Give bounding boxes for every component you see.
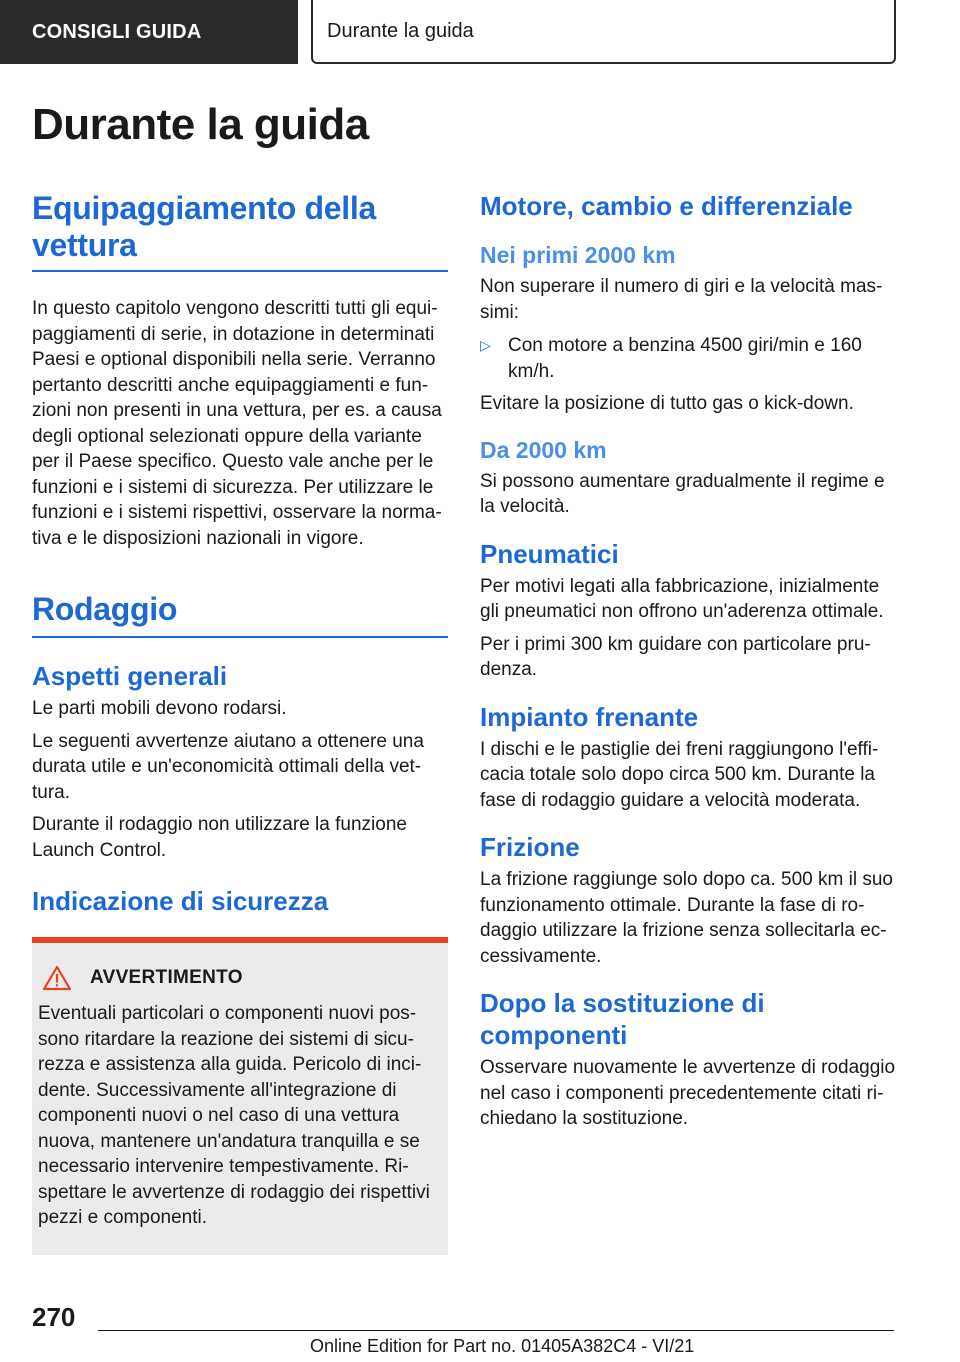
left-column [32,190,448,1255]
aspetti-text-3: Durante il rodaggio non utilizzare la funzione Launch Control. [32,814,407,861]
motore-heading: Motore, cambio e differenziale [480,191,853,221]
right-column [480,190,896,1132]
da-2000-heading: Da 2000 km [480,436,607,463]
sostituzione-heading: Dopo la sostituzione di componenti [480,988,765,1050]
aspetti-text-1: Le parti mobili devono rodarsi. [32,698,287,719]
equipaggiamento-text: In questo capitolo vengono descritti tutti gli equipaggiamenti di serie, in dotazione in determinati Paesi e optional disponibili nella serie. Verranno pertanto descritti anche equipaggiamenti e funzioni non presenti in una vettura, per es. a causa degli optional selezionati oppure della variante per il Paese specifico. Questo vale anche per le funzioni e i sistemi di sicurezza. Per utilizzare le funzioni e i sistemi rispettivi, osservare la normativa e le disposizioni nazionali in vigore. [32,298,442,549]
page-title: Durante la guida [32,100,369,149]
primi-2000-heading: Nei primi 2000 km [480,242,676,268]
footer-divider [98,1330,894,1331]
pneumatici-heading: Pneumatici [480,538,619,569]
frizione-text: La frizione raggiunge solo dopo ca. 500 km il suo funzionamento ottimale. Durante la fase di rodaggio utilizzare la frizione senza sollecitarla eccessivamente. [480,869,893,967]
aspetti-generali-heading: Aspetti generali [32,661,228,691]
header-page-label: Durante la guida [311,0,896,64]
warning-triangle-icon [42,965,72,991]
frizione-heading: Frizione [480,832,580,862]
primi-2000-text-2: Evitare la posizione di tutto gas o kick-down. [480,393,854,414]
sicurezza-heading: Indicazione di sicurezza [32,886,329,916]
warning-title: AVVERTIMENTO [90,967,243,988]
sostituzione-text: Osservare nuovamente le avvertenze di rodaggio nel caso i componenti precedentemente citati richiedano la sostituzione. [480,1057,896,1129]
aspetti-text-2: Le seguenti avvertenze aiutano a ottenere una durata utile e un'economicità ottimali della vettura. [32,730,424,803]
bullet-text: Con motore a benzina 4500 giri/min e 160 km/h. [508,335,862,382]
bullet-triangle-icon: ▷ [480,337,491,353]
header-section-label: CONSIGLI GUIDA [0,0,298,64]
warning-text: Eventuali particolari o componenti nuovi possono ritardare la reazione dei sistemi di sicurezza e assistenza alla guida. Pericolo di incidente. Successivamente all'integrazione di componenti nuovi o nel caso di una vettura nuova, mantenere un'andatura tranquilla e se necessario intervenire tempestivamente. Rispettare le avvertenze di rodaggio dei rispettivi pezzi e componenti. [38,1003,430,1228]
impianto-frenante-text: I dischi e le pastiglie dei freni raggiungono l'efficacia totale solo dopo circa 500 km. Durante la fase di rodaggio guidare a velocità moderata. [480,738,879,811]
da-2000-text: Si possono aumentare gradualmente il regime e la velocità. [480,470,885,517]
warning-box [32,937,448,1255]
equipaggiamento-heading: Equipaggiamento della vettura [32,190,448,272]
pneumatici-text-2: Per i primi 300 km guidare con particolare prudenza. [480,633,871,680]
rodaggio-heading: Rodaggio [32,591,448,638]
pneumatici-text-1: Per motivi legati alla fabbricazione, inizialmente gli pneumatici non offrono un'aderenza ottimale. [480,575,884,622]
bullet-item [480,333,896,384]
footer-edition: Online Edition for Part no. 01405A382C4 - VI/21 [310,1336,695,1356]
impianto-frenante-heading: Impianto frenante [480,701,699,732]
primi-2000-text: Non superare il numero di giri e la velocità massimi: [480,276,883,323]
page-number: 270 [32,1302,76,1332]
